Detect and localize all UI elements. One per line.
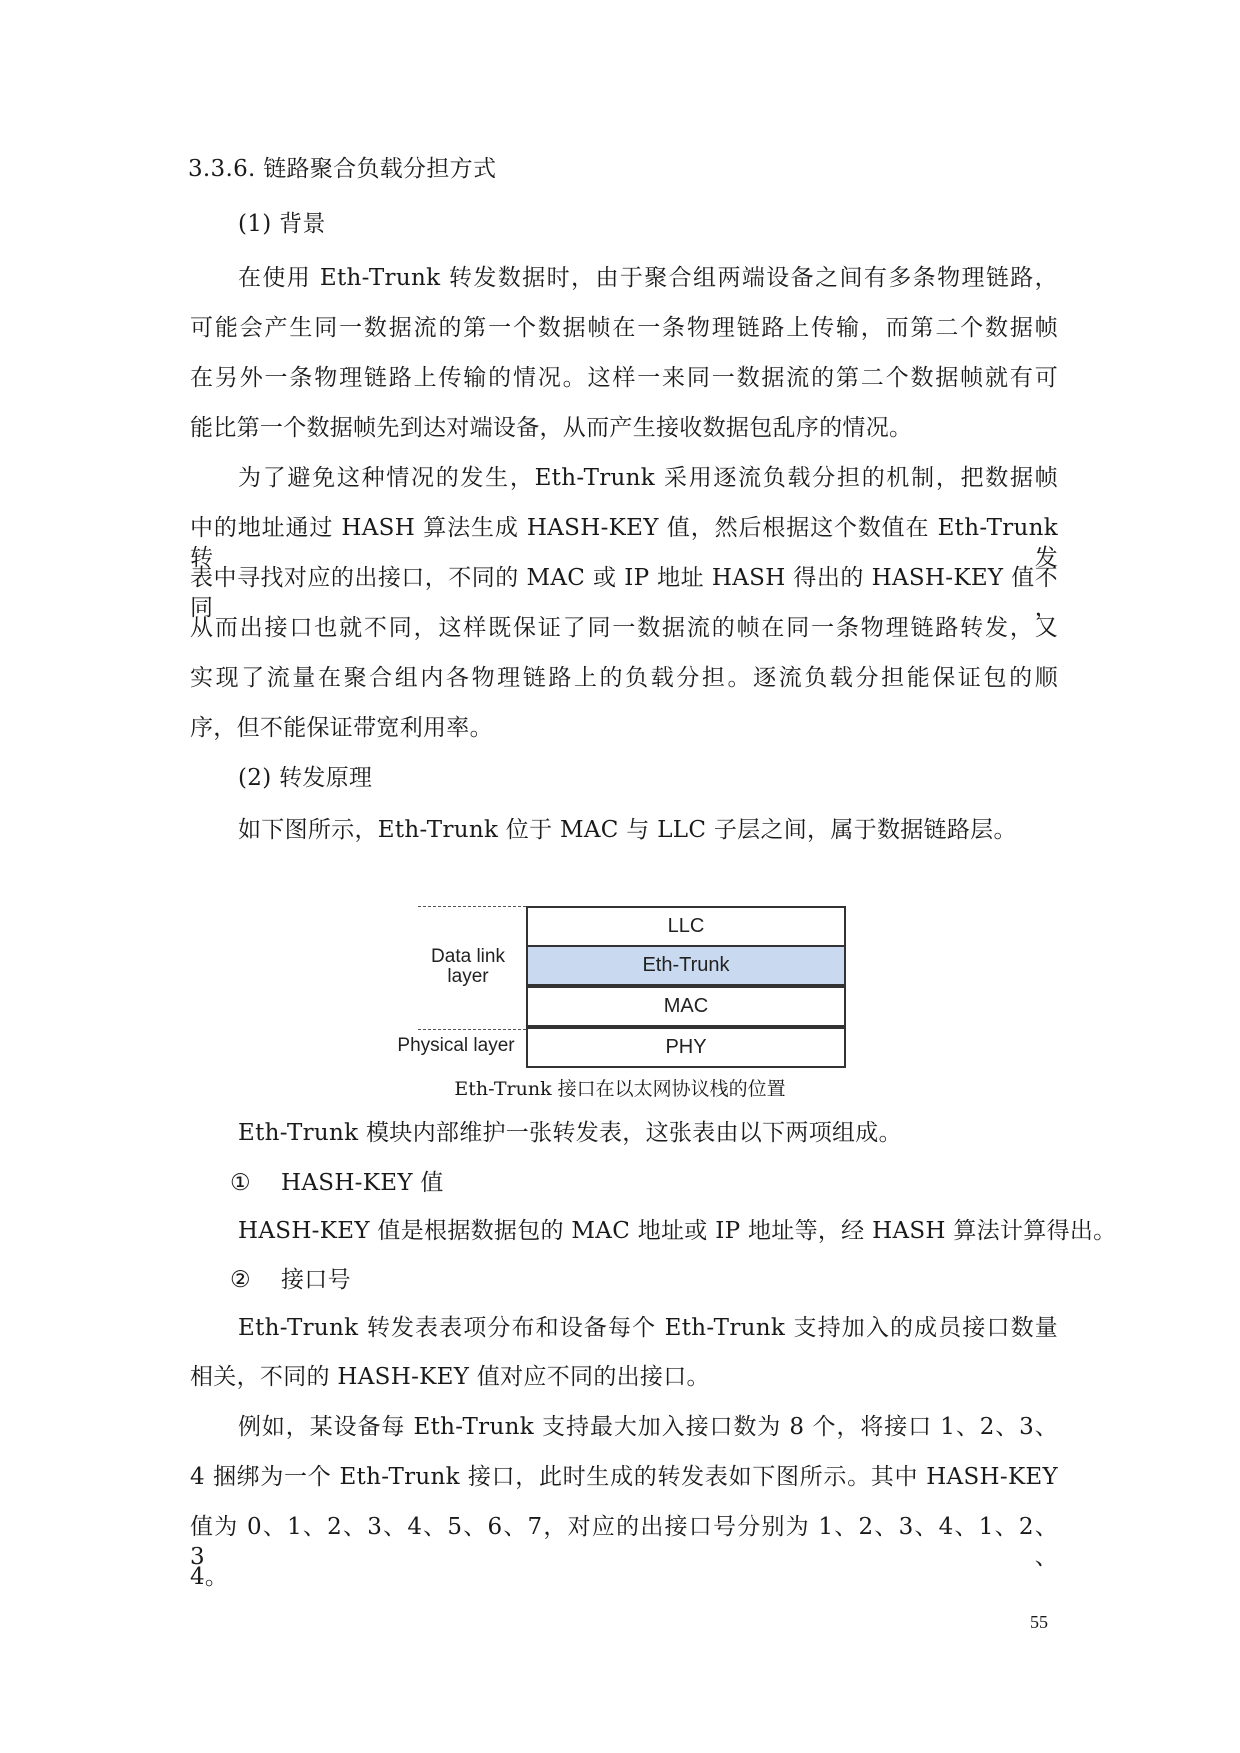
paragraph-line: 相关，不同的 HASH-KEY 值对应不同的出接口。	[190, 1364, 710, 1390]
paragraph-line: 表中寻找对应的出接口，不同的 MAC 或 IP 地址 HASH 得出的 HASH-KEY 值不同，	[190, 565, 1058, 621]
paragraph-line: 4 捆绑为一个 Eth-Trunk 接口，此时生成的转发表如下图所示。其中 HASH-KEY	[190, 1464, 1058, 1490]
divider-top	[418, 906, 526, 907]
paragraph-line: 中的地址通过 HASH 算法生成 HASH-KEY 值，然后根据这个数值在 Eth-Trunk 转发	[190, 515, 1058, 571]
paragraph-line: 在使用 Eth-Trunk 转发数据时，由于聚合组两端设备之间有多条物理链路，	[238, 265, 1058, 291]
item1-text: HASH-KEY 值是根据数据包的 MAC 地址或 IP 地址等，经 HASH 算法计算得出。	[238, 1218, 1117, 1244]
paragraph-line: 为了避免这种情况的发生，Eth-Trunk 采用逐流负载分担的机制，把数据帧	[238, 465, 1058, 491]
data-link-layer-label: Data link layer	[431, 946, 505, 987]
paragraph-line: 序，但不能保证带宽利用率。	[190, 715, 493, 741]
paragraph-line: Eth-Trunk 转发表表项分布和设备每个 Eth-Trunk 支持加入的成员接口数量	[238, 1315, 1058, 1341]
paragraph-line: 从而出接口也就不同，这样既保证了同一数据流的帧在同一条物理链路转发，又	[190, 615, 1058, 641]
paragraph-line: 4。	[190, 1564, 229, 1590]
paragraph-line: 能比第一个数据帧先到达对端设备，从而产生接收数据包乱序的情况。	[190, 415, 913, 441]
paragraph-line: 在另外一条物理链路上传输的情况。这样一来同一数据流的第二个数据帧就有可	[190, 365, 1058, 391]
physical-layer-label: Physical layer	[397, 1035, 515, 1056]
section-heading: 3.3.6. 链路聚合负载分担方式	[188, 156, 497, 182]
item2-marker: ②	[230, 1267, 251, 1293]
paragraph-line: 值为 0、1、2、3、4、5、6、7，对应的出接口号分别为 1、2、3、4、1、2、3、	[190, 1514, 1058, 1570]
table-intro: Eth-Trunk 模块内部维护一张转发表，这张表由以下两项组成。	[238, 1120, 902, 1146]
item2-title: 接口号	[281, 1267, 351, 1293]
layer-mac: MAC	[526, 986, 846, 1027]
paragraph-line: 例如，某设备每 Eth-Trunk 支持最大加入接口数为 8 个，将接口 1、2、3、	[238, 1414, 1058, 1440]
divider-middle	[418, 1029, 526, 1030]
paragraph-line: 实现了流量在聚合组内各物理链路上的负载分担。逐流负载分担能保证包的顺	[190, 665, 1058, 691]
layer-eth-trunk: Eth-Trunk	[526, 945, 846, 986]
figure-caption: Eth-Trunk 接口在以太网协议栈的位置	[454, 1078, 786, 1100]
paragraph-line: 可能会产生同一数据流的第一个数据帧在一条物理链路上传输，而第二个数据帧	[190, 315, 1058, 341]
item1-marker: ①	[230, 1170, 251, 1196]
principle-intro: 如下图所示，Eth-Trunk 位于 MAC 与 LLC 子层之间，属于数据链路层。	[238, 817, 1017, 843]
principle-title: (2) 转发原理	[238, 765, 373, 791]
layer-llc: LLC	[526, 906, 846, 947]
layer-phy: PHY	[526, 1027, 846, 1068]
page-number: 55	[1030, 1612, 1048, 1632]
background-title: (1) 背景	[238, 211, 326, 237]
item1-title: HASH-KEY 值	[281, 1170, 444, 1196]
